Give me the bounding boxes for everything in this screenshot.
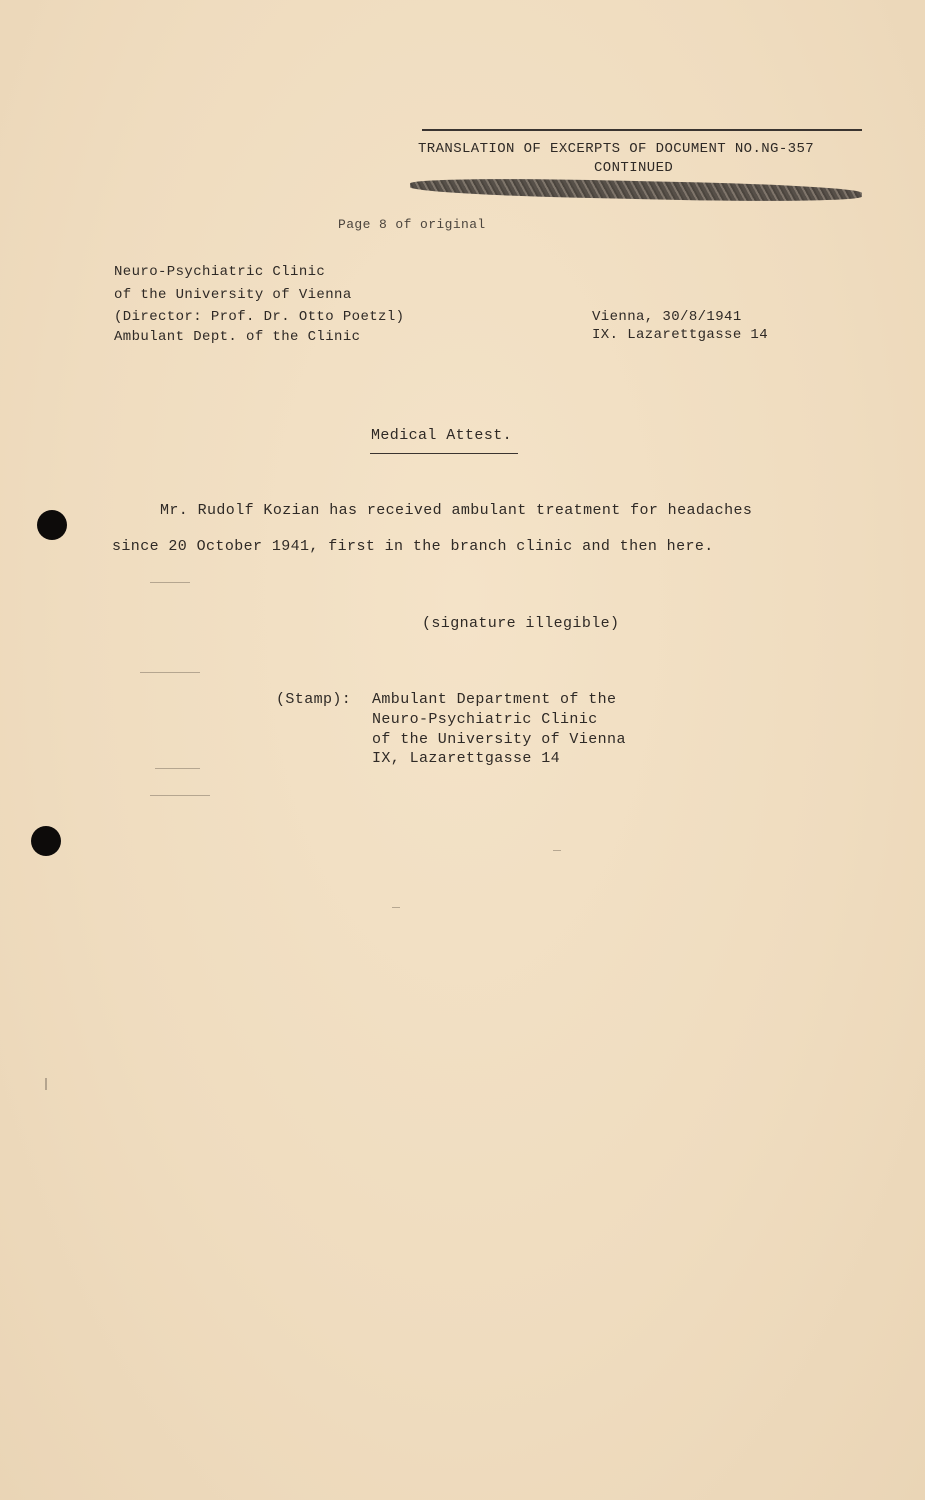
punch-hole-top xyxy=(37,510,67,540)
document-title: TRANSLATION OF EXCERPTS OF DOCUMENT NO.NG-357 xyxy=(418,141,815,157)
page-label: Page 8 of original xyxy=(338,217,486,232)
paper-mark xyxy=(553,850,561,851)
paper-mark xyxy=(392,907,400,908)
stamp-line-4: IX, Lazarettgasse 14 xyxy=(372,750,561,767)
attest-heading: Medical Attest. xyxy=(371,427,513,444)
paper-mark xyxy=(45,1078,47,1090)
stamp-line-2: Neuro-Psychiatric Clinic xyxy=(372,711,598,728)
document-title-continued: CONTINUED xyxy=(594,160,674,176)
address: IX. Lazarettgasse 14 xyxy=(592,327,769,343)
letterhead-director: (Director: Prof. Dr. Otto Poetzl) xyxy=(114,309,405,325)
signature-note: (signature illegible) xyxy=(422,615,620,632)
letterhead-clinic-name: Neuro-Psychiatric Clinic xyxy=(114,264,326,280)
stamp-line-1: Ambulant Department of the xyxy=(372,691,617,708)
body-line-1: Mr. Rudolf Kozian has received ambulant treatment for headaches xyxy=(160,502,753,519)
body-line-2: since 20 October 1941, first in the branch clinic and then here. xyxy=(112,538,714,555)
stamp-line-3: of the University of Vienna xyxy=(372,731,626,748)
paper-mark xyxy=(140,672,200,673)
letterhead-department: Ambulant Dept. of the Clinic xyxy=(114,329,361,345)
place-date: Vienna, 30/8/1941 xyxy=(592,309,742,325)
heading-underline xyxy=(370,453,518,454)
stamp-label: (Stamp): xyxy=(276,691,352,708)
punch-hole-bottom xyxy=(31,826,61,856)
header-top-rule xyxy=(422,129,862,131)
header-redaction-smudge xyxy=(410,176,862,203)
paper-mark xyxy=(155,768,200,769)
paper-mark xyxy=(150,795,210,796)
letterhead-university: of the University of Vienna xyxy=(114,287,352,303)
paper-mark xyxy=(150,582,190,583)
